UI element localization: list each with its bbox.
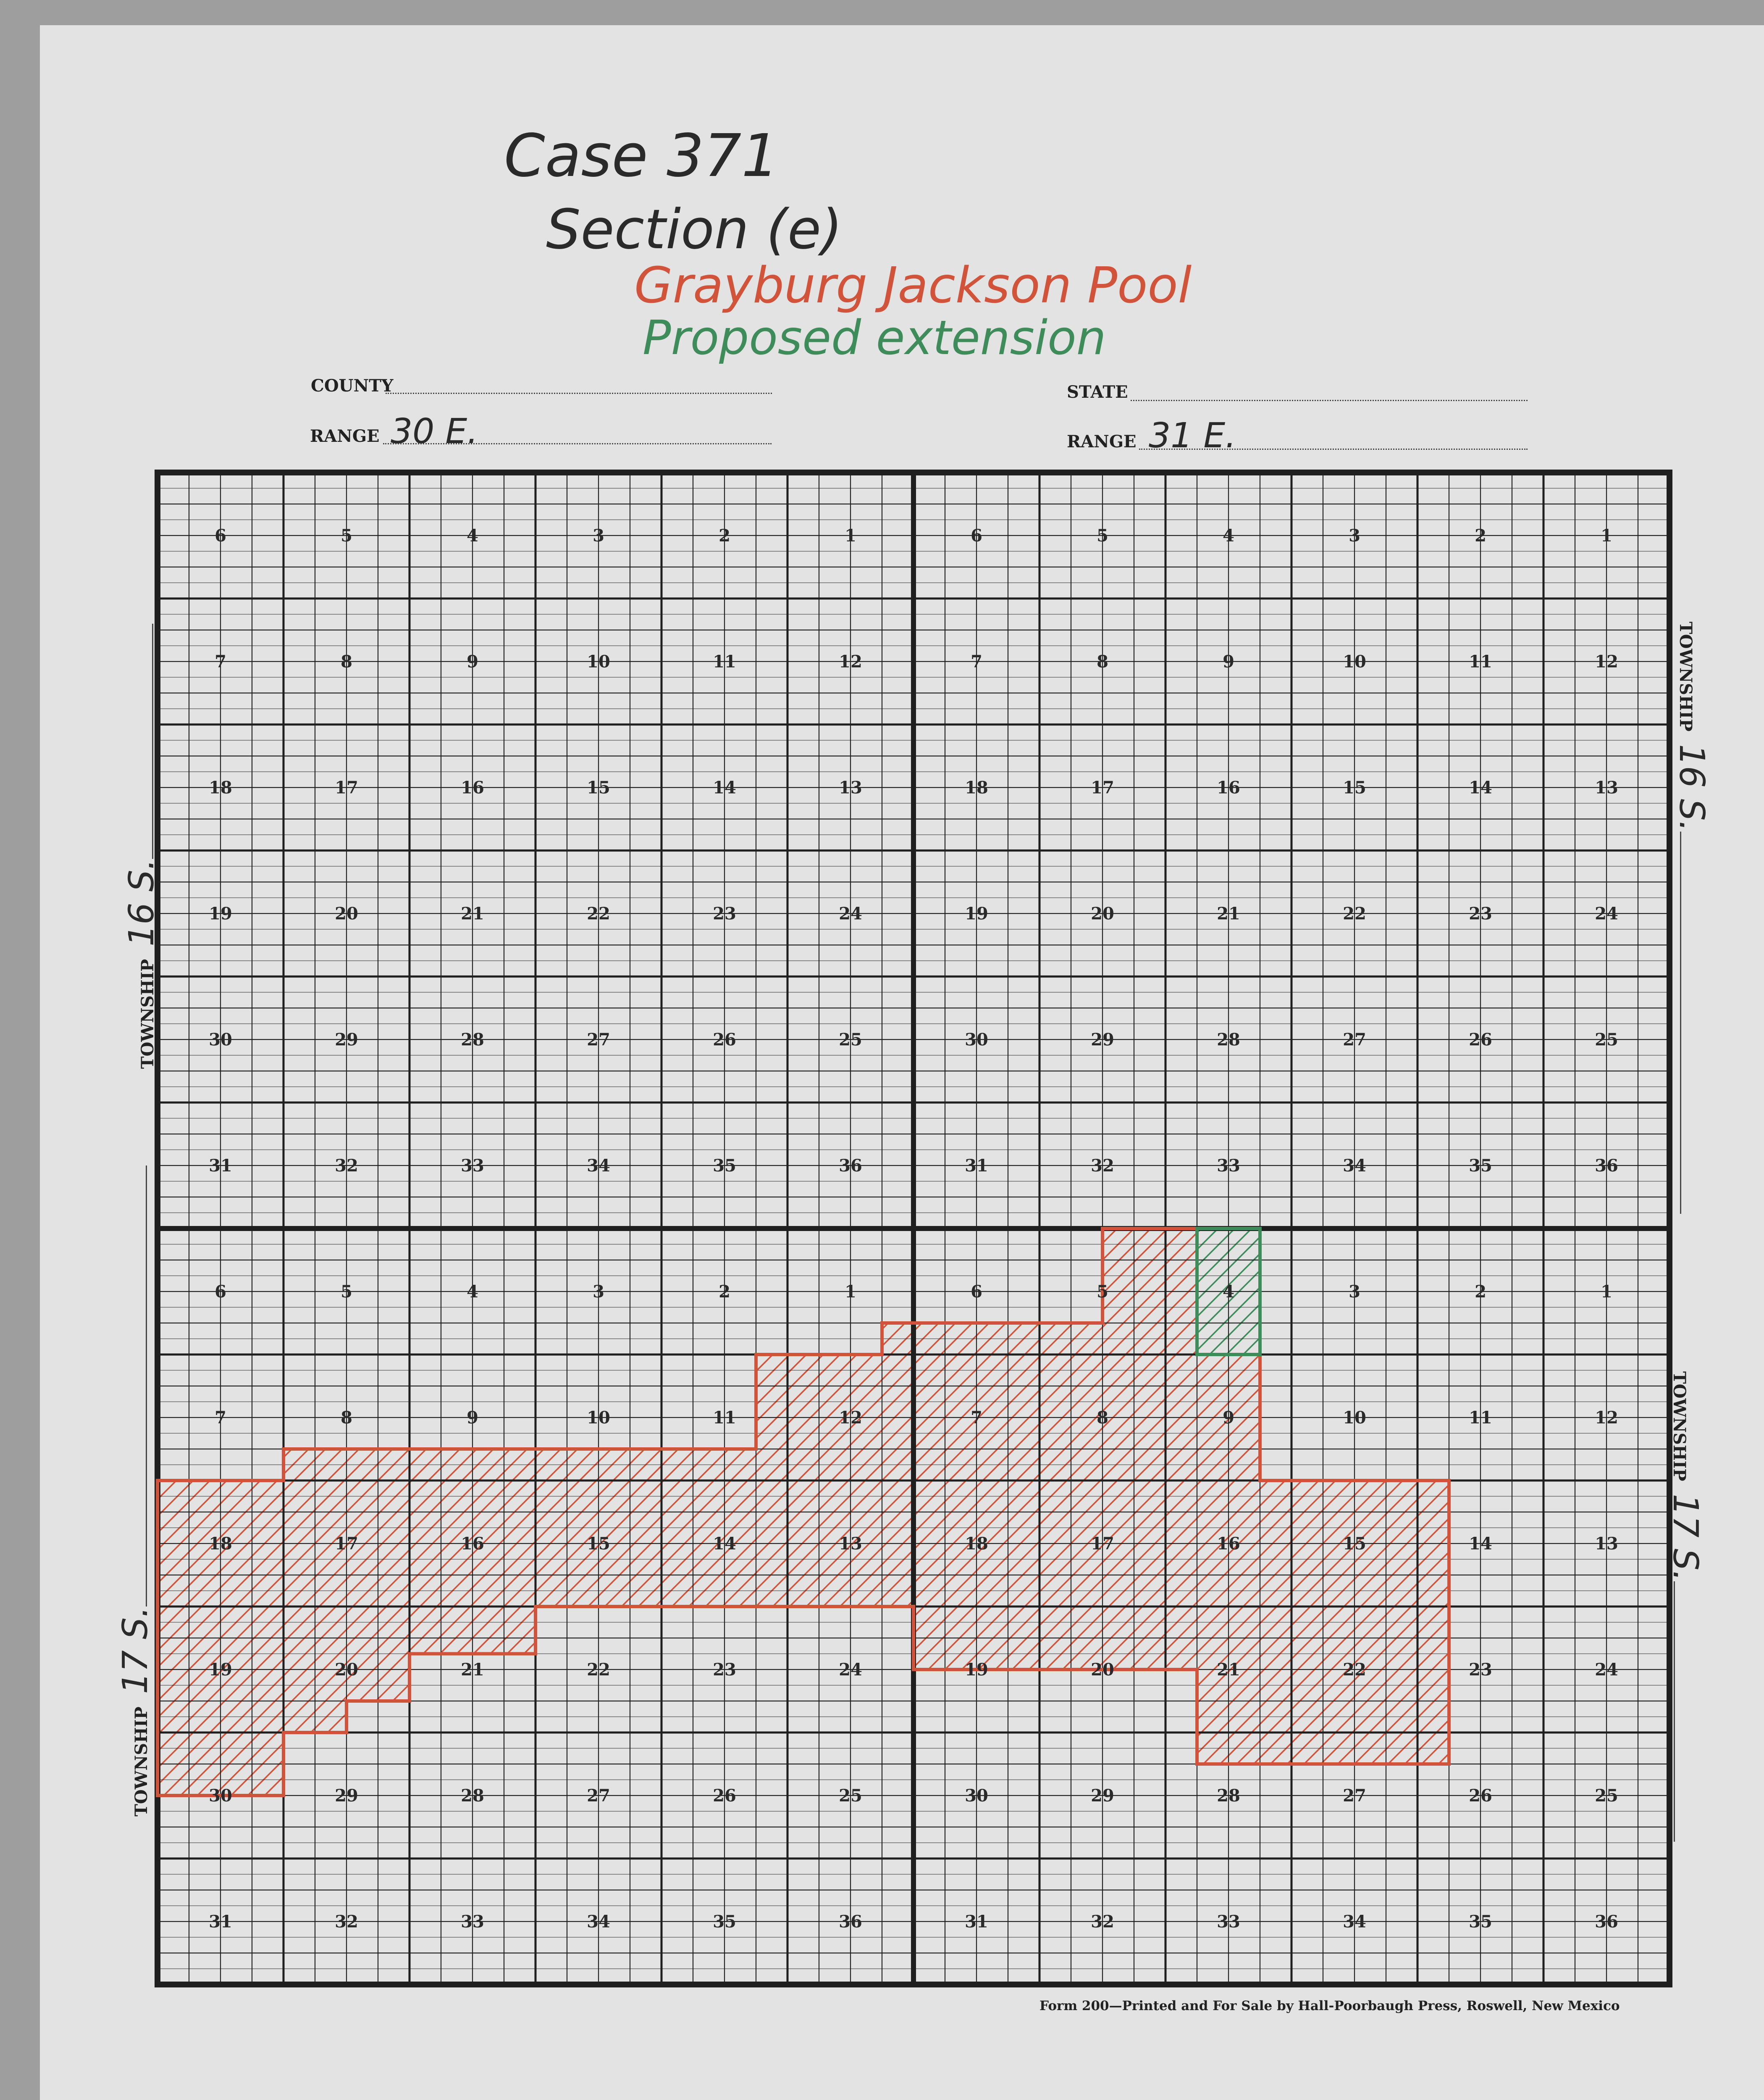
section-number: 16 (461, 778, 484, 798)
section-number: 7 (215, 652, 226, 672)
section-number: 5 (341, 526, 352, 546)
section-number: 11 (713, 652, 736, 672)
section-number: 11 (1469, 1408, 1492, 1428)
section-number: 14 (1469, 1534, 1492, 1554)
section-number: 12 (839, 652, 862, 672)
section-number: 20 (1091, 1660, 1114, 1680)
section-number: 4 (1223, 526, 1234, 546)
section-number: 30 (209, 1786, 232, 1806)
section-number: 1 (1601, 526, 1612, 546)
section-number: 1 (845, 526, 856, 546)
section-number: 6 (971, 526, 982, 546)
section-number: 31 (965, 1156, 988, 1176)
section-number: 30 (965, 1786, 988, 1806)
section-number: 2 (719, 1282, 730, 1302)
section-number: 3 (1349, 526, 1360, 546)
section-number: 15 (1343, 778, 1366, 798)
hatch-stroke (1659, 1228, 1764, 1796)
section-number: 24 (1595, 1660, 1618, 1680)
township-label-right-south: TOWNSHIP17 S. (1665, 1371, 1705, 1842)
hatch-stroke (1760, 1228, 1764, 1796)
section-reference: Section (e) (546, 197, 843, 261)
section-number: 7 (971, 652, 982, 672)
section-number: 25 (839, 1786, 862, 1806)
section-number: 5 (1097, 526, 1108, 546)
section-number: 2 (1475, 526, 1486, 546)
section-number: 27 (1343, 1030, 1366, 1050)
section-number: 18 (209, 778, 232, 798)
hatch-stroke (1693, 1228, 1764, 1796)
section-number: 22 (1343, 1660, 1366, 1680)
section-number: 31 (209, 1912, 232, 1932)
section-number: 23 (713, 1660, 736, 1680)
section-number: 28 (1217, 1786, 1240, 1806)
section-number: 10 (1343, 652, 1366, 672)
section-number: 29 (335, 1030, 358, 1050)
section-number: 20 (335, 1660, 358, 1680)
section-number: 21 (461, 1660, 484, 1680)
section-number: 28 (461, 1786, 484, 1806)
section-number: 32 (1091, 1156, 1114, 1176)
section-number: 15 (587, 778, 610, 798)
section-number: 12 (1595, 652, 1618, 672)
section-number: 36 (839, 1156, 862, 1176)
section-number: 21 (461, 904, 484, 924)
section-number: 6 (971, 1282, 982, 1302)
hatch-stroke (0, 1228, 109, 1796)
section-number: 10 (1343, 1408, 1366, 1428)
section-number: 22 (587, 1660, 610, 1680)
section-number: 35 (713, 1156, 736, 1176)
proposed-extension-label: Proposed extension (643, 311, 1106, 365)
section-number: 8 (341, 1408, 352, 1428)
section-number: 33 (1217, 1156, 1240, 1176)
section-number: 12 (1595, 1408, 1618, 1428)
section-number: 1 (1601, 1282, 1612, 1302)
hatch-stroke (0, 1228, 25, 1796)
section-number: 29 (1091, 1786, 1114, 1806)
section-number: 13 (839, 778, 862, 798)
section-number: 3 (1349, 1282, 1360, 1302)
section-number: 34 (587, 1156, 610, 1176)
section-number: 8 (1097, 1408, 1108, 1428)
section-number: 28 (461, 1030, 484, 1050)
section-number: 35 (1469, 1156, 1492, 1176)
township-label-right-north: TOWNSHIP16 S. (1672, 622, 1712, 1214)
section-number: 32 (335, 1156, 358, 1176)
section-number: 30 (209, 1030, 232, 1050)
section-number: 10 (587, 652, 610, 672)
section-number: 24 (1595, 904, 1618, 924)
section-number: 34 (1343, 1156, 1366, 1176)
county-label: COUNTY (311, 376, 394, 396)
section-number: 16 (1217, 778, 1240, 798)
section-number: 21 (1217, 904, 1240, 924)
section-number: 26 (1469, 1786, 1492, 1806)
section-number: 29 (335, 1786, 358, 1806)
hatch-stroke (0, 1228, 126, 1796)
range-left-label: RANGE (310, 426, 380, 446)
range-right-value: 31 E. (1149, 416, 1236, 456)
section-number: 27 (1343, 1786, 1366, 1806)
section-number: 27 (587, 1030, 610, 1050)
section-number: 33 (1217, 1912, 1240, 1932)
section-number: 19 (965, 904, 988, 924)
section-number: 31 (965, 1912, 988, 1932)
section-number: 2 (719, 526, 730, 546)
section-number: 31 (209, 1156, 232, 1176)
hatch-stroke (0, 1228, 92, 1796)
section-number: 22 (1343, 904, 1366, 924)
section-number: 34 (587, 1912, 610, 1932)
section-number: 6 (215, 1282, 226, 1302)
section-number: 25 (1595, 1786, 1618, 1806)
section-number: 34 (1343, 1912, 1366, 1932)
section-number: 24 (839, 1660, 862, 1680)
section-number: 11 (1469, 652, 1492, 672)
section-number: 17 (335, 1534, 358, 1554)
section-number: 14 (713, 1534, 736, 1554)
section-number: 19 (209, 904, 232, 924)
pool-name: Grayburg Jackson Pool (634, 256, 1192, 314)
section-number: 19 (209, 1660, 232, 1680)
section-number: 1 (845, 1282, 856, 1302)
section-number: 17 (335, 778, 358, 798)
section-number: 12 (839, 1408, 862, 1428)
hatch-stroke (0, 1228, 59, 1796)
hatch-stroke (0, 1228, 76, 1796)
hatch-stroke (0, 1228, 8, 1796)
hatch-stroke (0, 1228, 42, 1796)
section-number: 20 (335, 904, 358, 924)
section-number: 26 (1469, 1030, 1492, 1050)
section-number: 25 (1595, 1030, 1618, 1050)
hatch-stroke (0, 1228, 143, 1796)
section-number: 32 (335, 1912, 358, 1932)
section-number: 21 (1217, 1660, 1240, 1680)
section-number: 5 (1097, 1282, 1108, 1302)
section-number: 14 (713, 778, 736, 798)
section-number: 35 (713, 1912, 736, 1932)
section-number: 29 (1091, 1030, 1114, 1050)
section-number: 8 (341, 652, 352, 672)
case-number: Case 371 (504, 122, 779, 190)
hatch-stroke (0, 1228, 176, 1796)
state-label: STATE (1067, 382, 1128, 402)
section-number: 18 (965, 778, 988, 798)
range-left-value: 30 E. (391, 412, 478, 452)
section-number: 9 (467, 652, 478, 672)
section-number: 10 (587, 1408, 610, 1428)
hatch-stroke (0, 1228, 160, 1796)
section-number: 35 (1469, 1912, 1492, 1932)
section-number: 36 (839, 1912, 862, 1932)
section-number: 13 (839, 1534, 862, 1554)
section-number: 11 (713, 1408, 736, 1428)
section-number: 16 (1217, 1534, 1240, 1554)
section-number: 18 (965, 1534, 988, 1554)
hatch-stroke (1676, 1228, 1764, 1796)
section-number: 9 (467, 1408, 478, 1428)
range-right-label: RANGE (1067, 432, 1137, 452)
section-number: 7 (215, 1408, 226, 1428)
section-number: 14 (1469, 778, 1492, 798)
section-number: 3 (593, 526, 604, 546)
section-number: 3 (593, 1282, 604, 1302)
section-number: 7 (971, 1408, 982, 1428)
section-number: 26 (713, 1030, 736, 1050)
section-number: 4 (467, 1282, 478, 1302)
section-number: 16 (461, 1534, 484, 1554)
section-number: 28 (1217, 1030, 1240, 1050)
section-number: 22 (587, 904, 610, 924)
section-number: 5 (341, 1282, 352, 1302)
section-number: 19 (965, 1660, 988, 1680)
section-number: 17 (1091, 778, 1114, 798)
section-number: 23 (713, 904, 736, 924)
section-number: 33 (461, 1156, 484, 1176)
section-number: 24 (839, 904, 862, 924)
section-number: 9 (1223, 652, 1234, 672)
section-number: 27 (587, 1786, 610, 1806)
section-number: 32 (1091, 1912, 1114, 1932)
section-number: 18 (209, 1534, 232, 1554)
section-number: 26 (713, 1786, 736, 1806)
section-number: 25 (839, 1030, 862, 1050)
section-number: 4 (467, 526, 478, 546)
township-label-left-south: TOWNSHIP17 S. (116, 1166, 155, 1816)
section-number: 20 (1091, 904, 1114, 924)
section-number: 9 (1223, 1408, 1234, 1428)
section-number: 23 (1469, 904, 1492, 924)
section-number: 15 (1343, 1534, 1366, 1554)
township-label-left-north: TOWNSHIP16 S. (122, 624, 162, 1069)
section-number: 2 (1475, 1282, 1486, 1302)
section-number: 13 (1595, 778, 1618, 798)
hatch-stroke (1743, 1228, 1764, 1796)
section-number: 15 (587, 1534, 610, 1554)
section-number: 17 (1091, 1534, 1114, 1554)
section-number: 33 (461, 1912, 484, 1932)
section-number: 36 (1595, 1156, 1618, 1176)
hatch-stroke (1726, 1228, 1764, 1796)
section-number: 30 (965, 1030, 988, 1050)
section-number: 8 (1097, 652, 1108, 672)
hatch-stroke (1709, 1228, 1764, 1796)
section-number: 23 (1469, 1660, 1492, 1680)
section-number: 13 (1595, 1534, 1618, 1554)
section-number: 4 (1223, 1282, 1234, 1302)
section-number: 36 (1595, 1912, 1618, 1932)
section-number: 6 (215, 526, 226, 546)
form-footer: Form 200—Printed and For Sale by Hall-Poorbaugh Press, Roswell, New Mexico (1040, 1998, 1620, 2013)
